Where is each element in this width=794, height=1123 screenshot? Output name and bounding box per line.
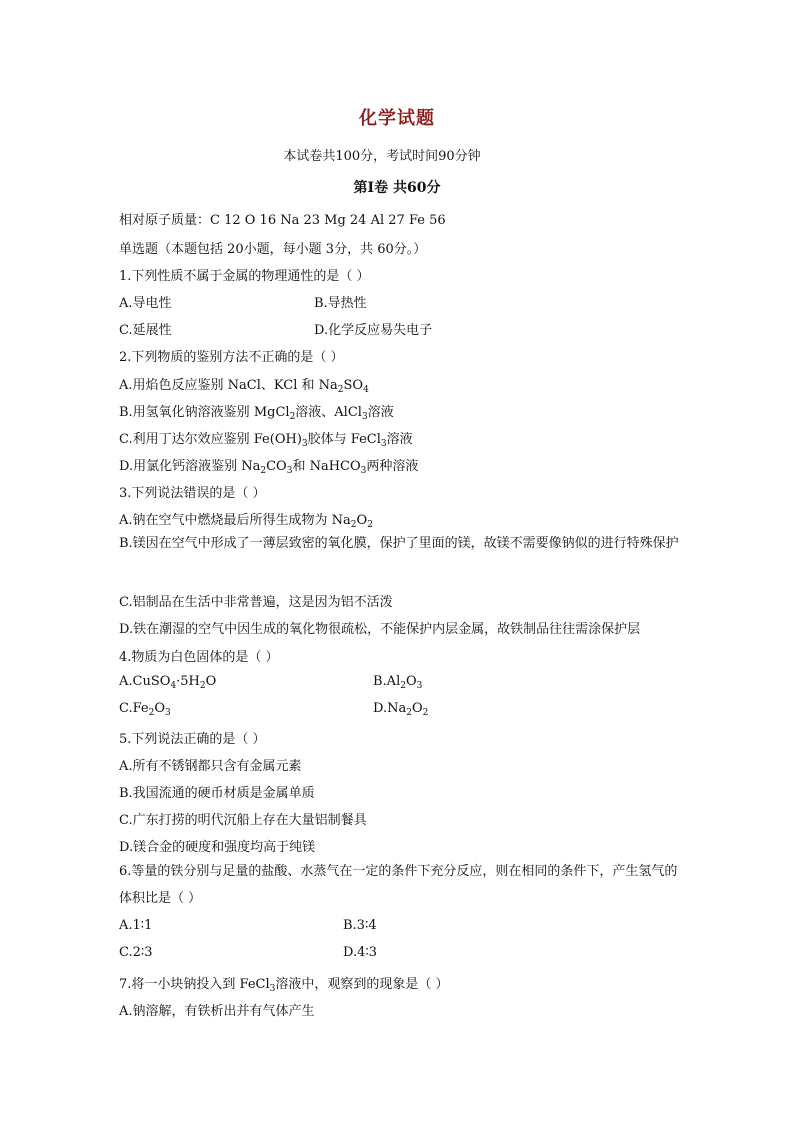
question-4-stem: 4.物质为白色固体的是（ ） [119, 650, 279, 665]
q5-option-d: D.镁合金的硬度和强度均高于纯镁 [119, 840, 316, 855]
q6-option-a: A.1∶1 [119, 918, 153, 933]
q1-option-b: B.导热性 [314, 296, 367, 311]
q3-option-c: C.铝制品在生活中非常普遍，这是因为铝不活泼 [119, 595, 393, 610]
q4-option-b: $B.Al_2O_3$ [373, 674, 423, 691]
question-6-stem: 6.等量的铁分别与足量的盐酸、水蒸气在一定的条件下充分反应，则在相同的条件下，产生氢气的体积比是（ ） [119, 864, 678, 906]
q7-option-a: A.钠溶解，有铁析出并有气体产生 [119, 1004, 315, 1019]
q6-option-d: D.4∶3 [343, 945, 378, 960]
question-7-stem: 7.将一小块钠投入到 FeCl$_3$溶液中，观察到的现象是（ ） [119, 977, 449, 994]
q5-option-b: B.我国流通的硬币材质是金属单质 [119, 786, 315, 801]
question-1-stem: 1.下列性质不属于金属的物理通性的是（ ） [119, 269, 370, 284]
q2-option-b: B.用氢氧化钠溶液鉴别 MgCl$_2$溶液、AlCl$_3$溶液 [119, 405, 394, 422]
q2-option-c: C.利用丁达尔效应鉴别 $Fe(OH)_3$胶体与 FeCl$_3$溶液 [119, 432, 413, 449]
q3-option-d: D.铁在潮湿的空气中因生成的氧化物很疏松，不能保护内层金属，故铁制品往往需涂保护层 [119, 622, 641, 637]
atomic-mass-line: 相对原子质量：C 12 O 16 Na 23 Mg 24 Al 27 Fe 56 [119, 213, 446, 228]
section-heading: 第Ⅰ卷 共60分 [353, 180, 441, 196]
page-title: 化学试题 [359, 108, 435, 129]
question-2-stem: 2.下列物质的鉴别方法不正确的是（ ） [119, 350, 344, 365]
q5-option-c: C.广东打捞的明代沉船上存在大量铝制餐具 [119, 813, 367, 828]
q4-option-d: $D.Na_2O_2$ [373, 701, 429, 718]
q6-option-b: B.3∶4 [343, 918, 377, 933]
instructions-line: 单选题（本题包括 20小题，每小题 3分，共 60分。） [119, 242, 427, 257]
q1-option-d: D.化学反应易失电子 [314, 323, 433, 338]
q3-option-b: B.镁因在空气中形成了一薄层致密的氧化膜，保护了里面的镁，故镁不需要像钠似的进行特殊保护 [119, 536, 679, 551]
q1-option-c: C.延展性 [119, 323, 172, 338]
q6-option-c: C.2∶3 [119, 945, 153, 960]
q1-option-a: A.导电性 [119, 296, 172, 311]
q2-option-a: A.用焰色反应鉴别 NaCl、KCl 和 $Na_2SO_4$ [119, 378, 369, 395]
q4-option-a: $A.CuSO_4\cdot 5H_2O$ [119, 674, 217, 691]
question-3-stem: 3.下列说法错误的是（ ） [119, 486, 266, 501]
q5-option-a: A.所有不锈钢都只含有金属元素 [119, 759, 302, 774]
q4-option-c: $C.Fe_2O_3$ [119, 701, 171, 718]
question-5-stem: 5.下列说法正确的是（ ） [119, 732, 266, 747]
q3-option-a: A.钠在空气中燃烧最后所得生成物为 $Na_2O_2$ [119, 513, 373, 530]
exam-info: 本试卷共100分，考试时间90分钟 [283, 149, 481, 164]
q2-option-d: D.用氯化钙溶液鉴别 $Na_2CO_3$和 NaHCO$_3$两种溶液 [119, 459, 419, 476]
